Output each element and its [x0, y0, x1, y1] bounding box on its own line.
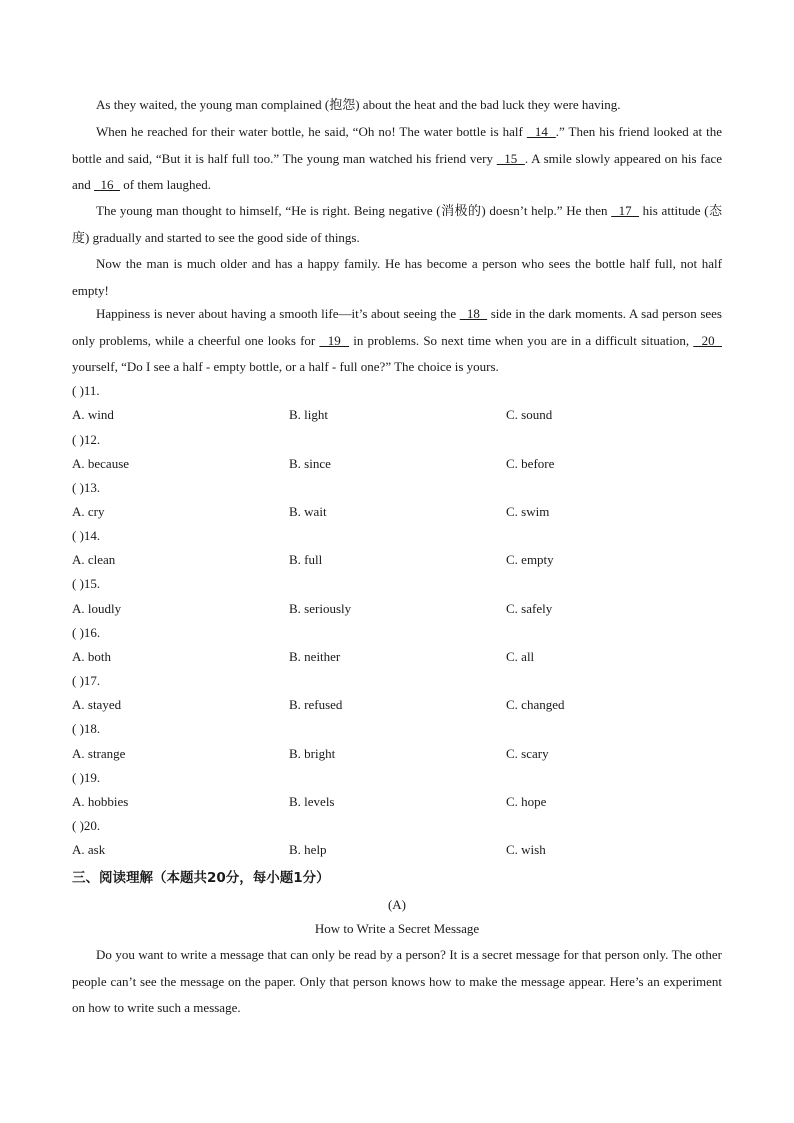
option-a[interactable]: A. clean: [72, 552, 116, 567]
blank-14: 14: [526, 124, 556, 139]
option-a[interactable]: A. because: [72, 456, 130, 471]
option-a[interactable]: A. loudly: [72, 601, 122, 616]
passage-paragraph-2: When he reached for their water bottle, he said, “Oh no! The water bottle is half 14 .” Then his friend looked at the bottle and said, “But it is half full too.” The young man watched his friend very 15 . A smile slowly appeared on his face and 16 of them laughed.: [72, 124, 723, 192]
blank-18: 18: [459, 306, 488, 321]
option-c[interactable]: C. hope: [506, 794, 547, 809]
option-b[interactable]: B. since: [289, 456, 331, 471]
option-b[interactable]: B. light: [289, 407, 329, 422]
option-b[interactable]: B. levels: [289, 794, 335, 809]
option-b[interactable]: B. neither: [289, 649, 341, 664]
passage-a-intro: Do you want to write a message that can only be read by a person? It is a secret message for that person only. The other people can’t see the message on the paper. Only that person knows how to make the message appear. Here’s an experiment on how to write such a message.: [72, 947, 722, 1015]
question-number: ( )11.: [72, 383, 100, 398]
question-number: ( )16.: [72, 625, 101, 640]
blank-19: 19: [319, 332, 350, 348]
option-a[interactable]: A. both: [72, 649, 111, 664]
question-number: ( )20.: [72, 818, 101, 833]
option-b[interactable]: B. full: [289, 552, 323, 567]
question-number: ( )13.: [72, 480, 101, 495]
question-number: ( )14.: [72, 528, 101, 543]
question-number: ( )17.: [72, 673, 101, 688]
option-c[interactable]: C. wish: [506, 842, 546, 857]
option-c[interactable]: C. safely: [506, 601, 553, 616]
question-number: ( )15.: [72, 576, 101, 591]
option-c[interactable]: C. all: [506, 649, 535, 664]
section-heading: 三、阅读理解（本题共20分，每小题1分）: [72, 870, 330, 886]
option-a[interactable]: A. ask: [72, 842, 106, 857]
option-a[interactable]: A. strange: [72, 746, 126, 761]
option-a[interactable]: A. hobbies: [72, 794, 129, 809]
blank-16: 16: [94, 177, 121, 192]
passage-paragraph-3: The young man thought to himself, “He is right. Being negative (消极的) doesn’t help.” He then 17 his attitude (态度) gradually and started to see the good side of things.: [72, 203, 723, 245]
option-a[interactable]: A. cry: [72, 504, 105, 519]
blank-20: 20: [693, 332, 723, 348]
option-b[interactable]: B. refused: [289, 697, 343, 712]
option-c[interactable]: C. swim: [506, 504, 550, 519]
passage-label: (A): [387, 897, 407, 912]
option-c[interactable]: C. sound: [506, 407, 553, 422]
option-a[interactable]: A. stayed: [72, 697, 122, 712]
question-number: ( )18.: [72, 721, 101, 736]
passage-paragraph-4: Now the man is much older and has a happy family. He has become a person who sees the bottle half full, not half empty!: [72, 256, 722, 298]
blank-15: 15: [496, 150, 525, 166]
question-number: ( )12.: [72, 432, 101, 447]
option-c[interactable]: C. before: [506, 456, 555, 471]
option-b[interactable]: B. seriously: [289, 601, 352, 616]
option-c[interactable]: C. empty: [506, 552, 554, 567]
passage-paragraph-1: As they waited, the young man complained (抱怨) about the heat and the bad luck they were having.: [96, 97, 621, 112]
blank-17: 17: [611, 203, 639, 218]
option-a[interactable]: A. wind: [72, 407, 114, 422]
passage-paragraph-5: Happiness is never about having a smooth life—it’s about seeing the 18 side in the dark moments. A sad person sees only problems, while a cheerful one looks for 19 in problems. So next time when you are in a difficult situation, 20 yourself, “Do I see a half - empty bottle, or a half - full one?” The choice is yours.: [72, 306, 723, 374]
passage-title: How to Write a Secret Message: [314, 921, 480, 936]
option-b[interactable]: B. wait: [289, 504, 327, 519]
option-c[interactable]: C. changed: [506, 697, 565, 712]
question-number: ( )19.: [72, 770, 101, 785]
option-b[interactable]: B. bright: [289, 746, 336, 761]
option-b[interactable]: B. help: [289, 842, 327, 857]
option-c[interactable]: C. scary: [506, 746, 549, 761]
